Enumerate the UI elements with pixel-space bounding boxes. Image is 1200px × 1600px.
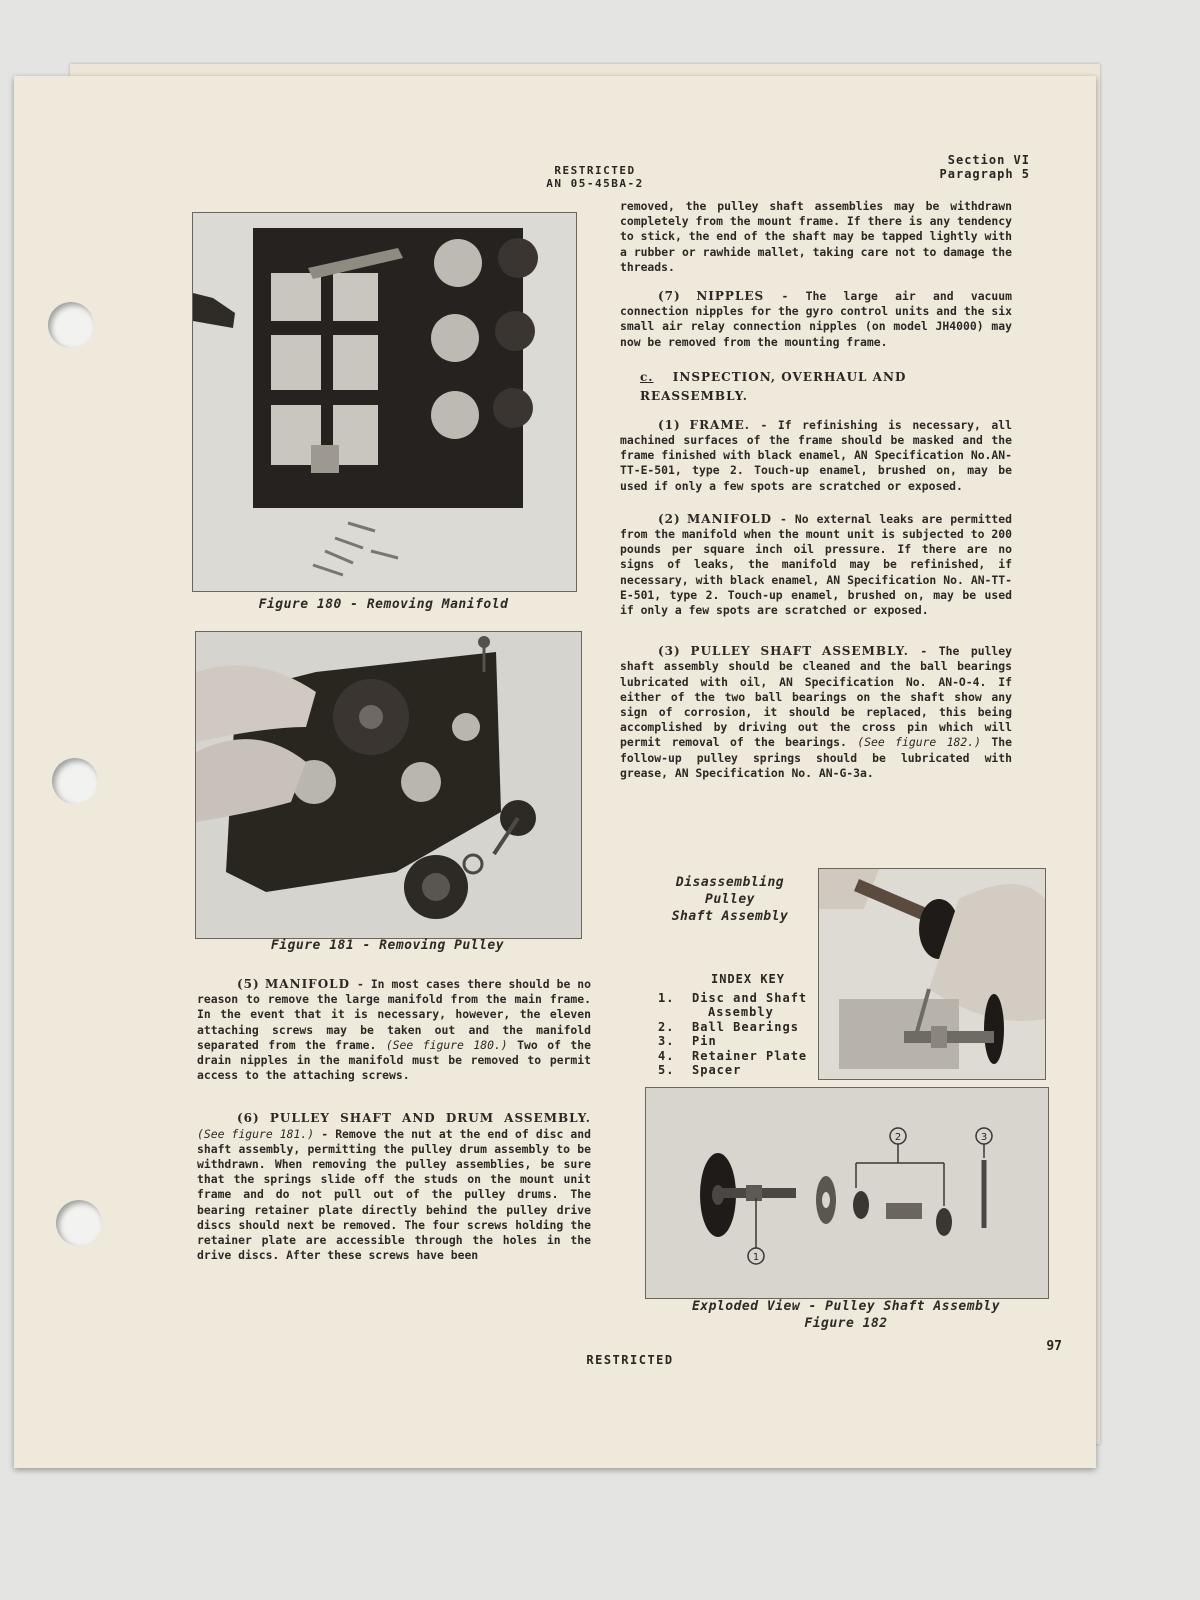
paragraph-5-tail: Two of the drain nipples in the manifold must be removed to permit access to the attaching screws. (197, 1037, 591, 1083)
paragraph-5-text: - In most cases there should be no reason to remove the large manifold from the main frame. In the event that it is necessary, however, the eleven attaching screws may be taken out and the manifold separated from the frame. (197, 977, 591, 1052)
paragraph-c1-text: - If refinishing is necessary, all machined surfaces of the frame should be masked and the frame finished with black enamel, AN Specification No.AN-TT-E-501, type 2. Touch-up enamel, brushed on, may be used if only a few spots are scratched or exposed. (620, 417, 1012, 493)
footer-classification: RESTRICTED (586, 1353, 674, 1367)
figure-180-caption: Figure 180 - Removing Manifold (258, 597, 509, 612)
section-c-title: INSPECTION, OVERHAUL AND REASSEMBLY. (640, 369, 907, 403)
page-header-center (520, 164, 670, 190)
index-key-title: INDEX KEY (710, 972, 786, 986)
paragraph-7 (620, 289, 1012, 350)
paragraph-c1 (620, 418, 1012, 494)
index-key-text: Assembly (708, 1005, 774, 1019)
figure-182-caption-line1: Exploded View - Pulley Shaft Assembly (691, 1299, 1001, 1314)
callout-3: 3 (980, 1132, 988, 1143)
paragraph-6-text: - Remove the nut at the end of disc and shaft assembly, permitting the pulley drum assembly to be withdrawn. When removing the pulley assemblies, be sure that the springs slide off the studs on the mount unit frame and do not pull out of the pulley drums. The bearing retainer plate directly behind the pulley drive discs should next be removed. The four screws holding the retainer plate are accessible through the holes in the drive discs. After these screws have been (197, 1126, 591, 1263)
disassembly-caption-line: Pulley (705, 892, 755, 907)
index-key-item (658, 1034, 828, 1049)
paragraph-6-ref: (See figure 181.) (197, 1126, 315, 1141)
paragraph-c3-text: - The pulley shaft assembly should be cleaned and the ball bearings lubricated with oil, AN Specification No. AN-O-4. If either of the two ball bearings on the shaft show any sign of corrosion, it should be replaced, this being accomplished by driving out the cross pin which will permit removal of the bearings. (620, 644, 1012, 750)
figure-182-caption-line2: Figure 182 (804, 1316, 888, 1331)
page-header-right (880, 153, 1030, 181)
paragraph-5-lead: (5) MANIFOLD (237, 977, 350, 991)
callout-1: 1 (752, 1252, 760, 1263)
paragraph-6 (197, 1111, 591, 1263)
punch-hole (56, 1200, 102, 1246)
index-key-text: Disc and Shaft (692, 990, 808, 1005)
index-key-item-continuation (658, 1005, 828, 1020)
header-paragraph: Paragraph 5 (939, 167, 1030, 181)
index-key-number: 2. (658, 1019, 675, 1034)
disassembly-photo (818, 868, 1046, 1080)
figure-182-exploded-view (645, 1087, 1049, 1299)
figure-disassembly-caption (650, 874, 810, 925)
index-key (658, 972, 828, 1078)
right-column-text (620, 199, 1012, 781)
disassembly-caption-line: Disassembling (675, 875, 785, 890)
paragraph-c3-tail: The follow-up pulley springs should be lubricated with grease, AN Specification No. AN-G-3a. (620, 735, 1012, 780)
paragraph-c2-text: - No external leaks are permitted from the manifold when the mount unit is subjected to 200 pounds per square inch oil pressure. If there are no signs of leaks, the manifold may be refinished, if necessary, with black enamel, AN Specification No. AN-TT-E-501, type 2. Touch-up enamel, brushed on, may be used if only a few spots are scratched or exposed. (620, 511, 1012, 618)
figure-181-photo (195, 631, 582, 939)
index-key-item (658, 991, 828, 1006)
left-column-text (197, 977, 591, 1263)
index-key-item (658, 1049, 828, 1064)
index-key-item (658, 1063, 828, 1078)
paragraph-c3-lead: (3) PULLEY SHAFT ASSEMBLY. (658, 644, 909, 659)
index-key-number: 4. (658, 1048, 675, 1063)
index-key-text: Pin (692, 1034, 717, 1048)
index-key-number: 5. (658, 1063, 675, 1077)
paragraph-c2 (620, 512, 1012, 618)
paragraph-c3 (620, 644, 1012, 781)
continued-paragraph: removed, the pulley shaft assemblies may be withdrawn completely from the mount frame. If there is any tendency to stick, the end of the shaft may be tapped lightly with a rubber or rawhide mallet, taking care not to damage the threads. (620, 199, 1012, 274)
section-c-heading (620, 366, 1012, 404)
paragraph-c3-ref: (See figure 182.) (857, 735, 981, 750)
paragraph-5-ref: (See figure 180.) (385, 1037, 508, 1052)
punch-hole (48, 302, 94, 348)
header-section: Section VI (947, 153, 1030, 167)
index-key-text: Spacer (692, 1063, 742, 1077)
paragraph-6-lead: (6) PULLEY SHAFT AND DRUM ASSEMBLY. (237, 1111, 591, 1126)
index-key-text: Ball Bearings (692, 1019, 799, 1034)
paragraph-7-lead: (7) NIPPLES (658, 289, 765, 304)
header-classification: RESTRICTED (554, 164, 636, 177)
index-key-text: Retainer Plate (692, 1048, 808, 1063)
figure-181-caption: Figure 181 - Removing Pulley (270, 938, 505, 953)
page-number: 97 (1046, 1339, 1062, 1354)
paragraph-c2-lead: (2) MANIFOLD (658, 511, 773, 526)
index-key-number: 3. (658, 1034, 675, 1048)
figure-180-photo (192, 212, 577, 592)
paragraph-c1-lead: (1) FRAME. (658, 417, 750, 432)
figure-182-caption (645, 1298, 1047, 1332)
punch-hole (52, 758, 98, 804)
index-key-number: 1. (658, 990, 675, 1005)
disassembly-caption-line: Shaft Assembly (671, 909, 789, 924)
section-c-letter: c. (640, 369, 654, 384)
paragraph-7-text: - The large air and vacuum connection nipples for the gyro control units and the six small air relay connection nipples (on model JH4000) may now be removed from the mounting frame. (620, 289, 1012, 349)
index-key-item (658, 1020, 828, 1035)
paragraph-5 (197, 977, 591, 1083)
header-doc-number: AN 05-45BA-2 (546, 177, 644, 190)
callout-2: 2 (894, 1132, 902, 1143)
